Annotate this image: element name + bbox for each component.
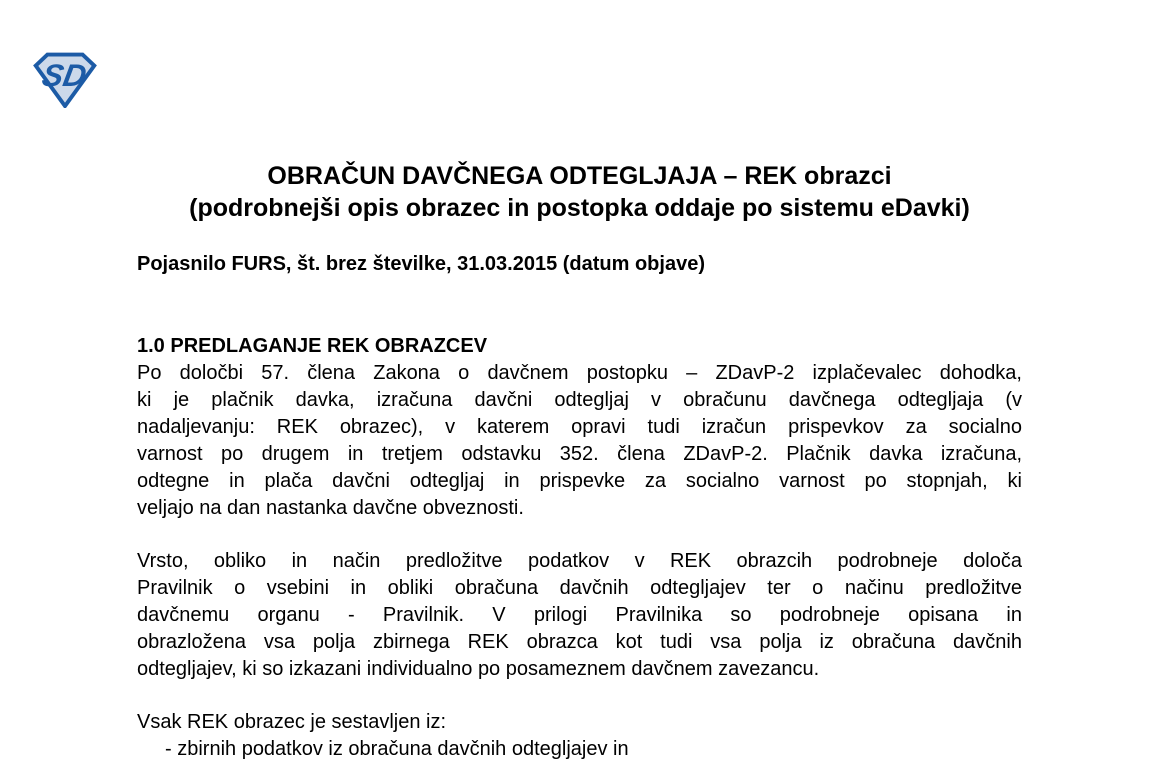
page-title-line-1: OBRAČUN DAVČNEGA ODTEGLJAJA – REK obrazci — [267, 162, 892, 190]
paragraph-2-line: Vrsto, obliko in način predložitve podatkov v REK obrazcih podrobneje določa — [137, 550, 1022, 572]
paragraph-1-line: odtegne in plača davčni odtegljaj in prispevke za socialno varnost po stopnjah, ki — [137, 470, 1022, 492]
paragraph-1-line: ki je plačnik davka, izračuna davčni odtegljaj v obračunu davčnega odtegljaja (v — [137, 389, 1022, 411]
paragraph-2-line: obrazložena vsa polja zbirnega REK obrazca kot tudi vsa polja iz obračuna davčnih — [137, 631, 1022, 653]
list-intro: Vsak REK obrazec je sestavljen iz: — [137, 711, 447, 733]
page-title-line-2: (podrobnejši opis obrazec in postopka oddaje po sistemu eDavki) — [189, 194, 970, 222]
paragraph-2-line: odtegljajev, ki so izkazani individualno po posameznem davčnem zavezancu. — [137, 658, 820, 680]
section-1-block — [137, 333, 1022, 522]
paragraph-1-line: veljajo na dan nastanka davčne obveznosti. — [137, 497, 524, 519]
list-block — [137, 709, 1022, 763]
sd-diamond-logo — [32, 52, 98, 108]
page-title — [137, 160, 1022, 224]
paragraph-2-line: davčnemu organu - Pravilnik. V prilogi Pravilnika so podrobneje opisana in — [137, 604, 1022, 626]
paragraph-1-line: varnost po drugem in tretjem odstavku 352. člena ZDavP-2. Plačnik davka izračuna, — [137, 443, 1022, 465]
paragraph-1-line: nadaljevanju: REK obrazec), v katerem opravi tudi izračun prispevkov za socialno — [137, 416, 1022, 438]
paragraph-1-line: Po določbi 57. člena Zakona o davčnem postopku – ZDavP-2 izplačevalec dohodka, — [137, 362, 1022, 384]
logo-letters: SD — [39, 57, 90, 93]
list-item: - zbirnih podatkov iz obračuna davčnih odtegljajev in — [165, 738, 629, 760]
paragraph-2-block — [137, 548, 1022, 683]
document-subtitle: Pojasnilo FURS, št. brez številke, 31.03.2015 (datum objave) — [137, 253, 705, 275]
section-heading: 1.0 PREDLAGANJE REK OBRAZCEV — [137, 335, 488, 357]
paragraph-2-line: Pravilnik o vsebini in obliki obračuna davčnih odtegljajev ter o načinu predložitve — [137, 577, 1022, 599]
